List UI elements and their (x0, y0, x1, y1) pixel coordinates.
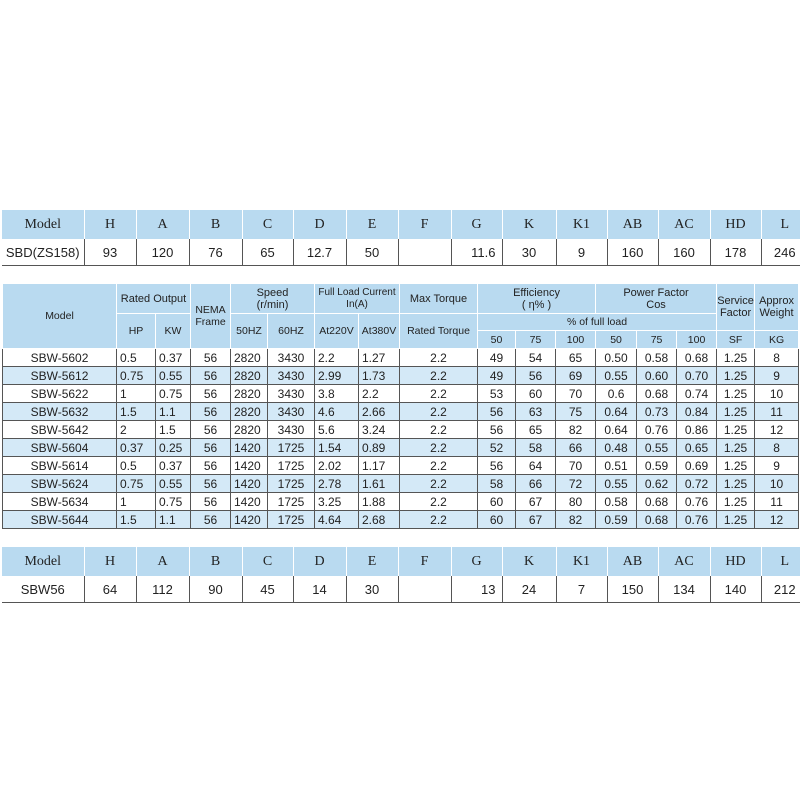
table-cell: 1.5 (156, 421, 191, 439)
table-cell: 178 (710, 239, 761, 266)
table-cell: 2820 (231, 349, 268, 367)
table-cell: 160 (658, 239, 710, 266)
table-cell: 0.68 (677, 349, 717, 367)
table-cell: 56 (478, 421, 516, 439)
header-cell: L (761, 547, 800, 576)
table-cell: 0.50 (596, 349, 637, 367)
model-cell: SBW-5644 (3, 511, 117, 529)
table-cell: 2.2 (359, 385, 400, 403)
table-row (3, 403, 799, 421)
spec-table-body (3, 349, 799, 529)
table-cell: 93 (84, 239, 136, 266)
table-cell: 0.37 (156, 457, 191, 475)
header-efficiency (478, 284, 596, 314)
table-cell: 150 (607, 576, 658, 603)
header-cell: B (189, 210, 242, 239)
header-flc-label: Full Load Current (318, 286, 396, 298)
header-model: Model (3, 284, 117, 349)
table-cell: 49 (478, 367, 516, 385)
table-row (3, 457, 799, 475)
header-at220v: At220V (315, 314, 359, 349)
table-cell: 90 (189, 576, 242, 603)
table-cell: 0.76 (677, 511, 717, 529)
table-cell: 2.2 (400, 439, 478, 457)
table-cell: 1.25 (717, 385, 755, 403)
table-cell: 56 (191, 403, 231, 421)
table-cell: 2820 (231, 421, 268, 439)
model-cell: SBW-5642 (3, 421, 117, 439)
header-full-load-current (315, 284, 400, 314)
table-cell: 9 (755, 367, 799, 385)
table-cell: 0.73 (637, 403, 677, 421)
table-row (3, 493, 799, 511)
table-cell: 80 (556, 493, 596, 511)
table-cell: 7 (556, 576, 607, 603)
table-cell: 30 (502, 239, 556, 266)
table-cell: 66 (556, 439, 596, 457)
table-cell: 56 (191, 511, 231, 529)
table-cell: 1.61 (359, 475, 400, 493)
header-pf-50: 50 (596, 331, 637, 349)
header-eff-75: 75 (516, 331, 556, 349)
table-cell: 4.64 (315, 511, 359, 529)
table-cell: 0.59 (637, 457, 677, 475)
table-cell: 1.73 (359, 367, 400, 385)
table-cell: 1.25 (717, 421, 755, 439)
table-cell: 45 (242, 576, 293, 603)
table-cell: 0.68 (637, 511, 677, 529)
table-cell: 70 (556, 457, 596, 475)
table-cell: 4.6 (315, 403, 359, 421)
header-60hz: 60HZ (268, 314, 315, 349)
table-cell: 0.51 (596, 457, 637, 475)
table-cell: 0.5 (117, 349, 156, 367)
table-row (3, 385, 799, 403)
table-cell: 2.2 (315, 349, 359, 367)
table-cell: 1.54 (315, 439, 359, 457)
header-cell: AC (658, 210, 710, 239)
table-cell: 8 (755, 349, 799, 367)
table-cell: 56 (191, 349, 231, 367)
table-cell: 1.25 (717, 349, 755, 367)
table-cell: 2.2 (400, 475, 478, 493)
header-speed-unit: (r/min) (256, 298, 289, 311)
table-cell: 10 (755, 475, 799, 493)
table-cell: 0.69 (677, 457, 717, 475)
table-row (3, 439, 799, 457)
table-cell: 1.88 (359, 493, 400, 511)
table-cell: 56 (191, 439, 231, 457)
table-cell: 3.8 (315, 385, 359, 403)
header-cell: K1 (556, 547, 607, 576)
table-cell: 10 (755, 385, 799, 403)
table-cell: 67 (516, 493, 556, 511)
header-cell: D (293, 210, 346, 239)
table-cell: 3.25 (315, 493, 359, 511)
table-cell: 64 (84, 576, 136, 603)
table-cell: 65 (556, 349, 596, 367)
header-cell: H (84, 210, 136, 239)
table-cell: 65 (242, 239, 293, 266)
header-cell: H (84, 547, 136, 576)
header-rated-output: Rated Output (117, 284, 191, 314)
header-cell: E (346, 547, 398, 576)
table-cell: 0.76 (677, 493, 717, 511)
table-cell: 56 (516, 367, 556, 385)
table-cell: 1420 (231, 493, 268, 511)
table-cell: 2.2 (400, 493, 478, 511)
table-cell: 2.99 (315, 367, 359, 385)
header-cell: D (293, 547, 346, 576)
header-cell: HD (710, 547, 761, 576)
table-cell: 160 (607, 239, 658, 266)
header-cell: G (451, 547, 502, 576)
table-cell: 65 (516, 421, 556, 439)
table-cell: 2.2 (400, 385, 478, 403)
header-cell: B (189, 547, 242, 576)
header-efficiency-unit: ( η% ) (521, 298, 552, 311)
table-cell: 0.70 (677, 367, 717, 385)
dimension-table-sbw56 (2, 547, 800, 603)
table-cell: 0.75 (156, 493, 191, 511)
table-cell: 1420 (231, 475, 268, 493)
table-cell: 0.64 (596, 421, 637, 439)
table-cell: 12 (755, 511, 799, 529)
table-cell: 3430 (268, 421, 315, 439)
table-cell: 0.55 (156, 367, 191, 385)
header-cell: G (451, 210, 502, 239)
table-cell: 56 (191, 421, 231, 439)
table-cell: 1.5 (117, 511, 156, 529)
table-cell: 0.55 (596, 475, 637, 493)
table-cell: 1.1 (156, 403, 191, 421)
table-cell: 66 (516, 475, 556, 493)
table-cell: 1420 (231, 439, 268, 457)
dimension-header-row (2, 210, 800, 239)
table-cell: 49 (478, 349, 516, 367)
table-cell: 75 (556, 403, 596, 421)
motor-spec-table (2, 283, 799, 529)
header-cell: Model (2, 547, 84, 576)
header-kw: KW (156, 314, 191, 349)
dimension-table-sbd (2, 210, 800, 266)
table-cell: 60 (478, 511, 516, 529)
header-cell: HD (710, 210, 761, 239)
table-cell: 2.78 (315, 475, 359, 493)
table-cell: 1420 (231, 511, 268, 529)
table-cell: 11.6 (451, 239, 502, 266)
table-cell (398, 576, 451, 603)
table-cell: 0.58 (596, 493, 637, 511)
table-cell: 2.2 (400, 349, 478, 367)
header-cell: C (242, 210, 293, 239)
table-cell: 56 (191, 493, 231, 511)
table-cell: 82 (556, 421, 596, 439)
table-cell: 56 (191, 367, 231, 385)
table-cell: 112 (136, 576, 189, 603)
table-cell: 0.55 (156, 475, 191, 493)
header-kg: KG (755, 331, 799, 349)
table-cell: 0.58 (637, 349, 677, 367)
header-cell: AC (658, 547, 710, 576)
table-cell: 3430 (268, 403, 315, 421)
header-rated-torque: Rated Torque (400, 314, 478, 349)
header-cell: A (136, 547, 189, 576)
table-cell: 82 (556, 511, 596, 529)
table-cell: 56 (191, 385, 231, 403)
table-cell: 0.37 (156, 349, 191, 367)
table-row (3, 367, 799, 385)
header-max-torque: Max Torque (400, 284, 478, 314)
model-cell: SBW-5612 (3, 367, 117, 385)
header-cell: F (398, 210, 451, 239)
table-cell: 212 (761, 576, 800, 603)
table-cell: 0.68 (637, 493, 677, 511)
table-cell: 1.25 (717, 511, 755, 529)
table-cell: 58 (478, 475, 516, 493)
table-cell: 0.60 (637, 367, 677, 385)
header-efficiency-label: Efficiency (513, 286, 560, 299)
table-cell: 1.25 (717, 439, 755, 457)
header-cell: C (242, 547, 293, 576)
table-cell: 0.68 (637, 385, 677, 403)
header-power-factor (596, 284, 717, 314)
table-cell: 1725 (268, 439, 315, 457)
table-cell: 2820 (231, 385, 268, 403)
header-cell: K (502, 210, 556, 239)
table-cell (398, 239, 451, 266)
table-cell: 24 (502, 576, 556, 603)
table-cell: 64 (516, 457, 556, 475)
header-speed-label: Speed (256, 286, 289, 299)
table-cell: 1.1 (156, 511, 191, 529)
table-cell: 1725 (268, 493, 315, 511)
table-cell: 63 (516, 403, 556, 421)
header-nema-frame (191, 284, 231, 349)
header-hp: HP (117, 314, 156, 349)
table-cell: 0.6 (596, 385, 637, 403)
table-cell: 0.86 (677, 421, 717, 439)
header-eff-100: 100 (556, 331, 596, 349)
header-pf-unit: Cos (646, 298, 666, 311)
table-cell: 0.84 (677, 403, 717, 421)
table-cell: 0.25 (156, 439, 191, 457)
table-cell: 58 (516, 439, 556, 457)
table-cell: 13 (451, 576, 502, 603)
model-cell: SBW-5604 (3, 439, 117, 457)
table-cell: 1.27 (359, 349, 400, 367)
table-cell: 56 (478, 457, 516, 475)
header-cell: E (346, 210, 398, 239)
table-cell: 0.55 (637, 439, 677, 457)
header-service-factor (717, 284, 755, 331)
table-cell: 0.64 (596, 403, 637, 421)
spec-header-row-2 (3, 314, 799, 331)
table-cell: 1725 (268, 511, 315, 529)
model-cell: SBW-5622 (3, 385, 117, 403)
header-eff-50: 50 (478, 331, 516, 349)
model-cell: SBW-5632 (3, 403, 117, 421)
header-cell: L (761, 210, 800, 239)
header-cell: A (136, 210, 189, 239)
table-cell: 0.37 (117, 439, 156, 457)
table-cell: 140 (710, 576, 761, 603)
table-cell: 2.2 (400, 367, 478, 385)
model-cell: SBW-5602 (3, 349, 117, 367)
table-cell: 0.5 (117, 457, 156, 475)
table-cell: 1 (117, 493, 156, 511)
table-cell: 60 (478, 493, 516, 511)
table-cell: 2.02 (315, 457, 359, 475)
table-row (3, 511, 799, 529)
table-cell: 1.25 (717, 403, 755, 421)
table-cell: 2.2 (400, 457, 478, 475)
table-cell: 8 (755, 439, 799, 457)
model-cell: SBW-5614 (3, 457, 117, 475)
table-cell: 1.25 (717, 493, 755, 511)
table-cell: 120 (136, 239, 189, 266)
table-cell: 0.55 (596, 367, 637, 385)
header-pct-full-load: % of full load (478, 314, 717, 331)
table-cell: 1.25 (717, 457, 755, 475)
table-cell: 3.24 (359, 421, 400, 439)
header-weight-label: Approx Weight (759, 295, 794, 319)
table-cell: 0.75 (117, 367, 156, 385)
table-cell: 0.75 (156, 385, 191, 403)
table-cell: 56 (478, 403, 516, 421)
table-cell: 0.76 (637, 421, 677, 439)
table-cell: 2820 (231, 403, 268, 421)
table-cell: 0.75 (117, 475, 156, 493)
table-cell: 50 (346, 239, 398, 266)
header-sf-label: Service Factor (717, 295, 754, 319)
table-cell: SBW56 (2, 576, 84, 603)
table-cell: 0.72 (677, 475, 717, 493)
table-cell: 5.6 (315, 421, 359, 439)
table-cell: 2.68 (359, 511, 400, 529)
table-cell: 2.66 (359, 403, 400, 421)
table-cell: 11 (755, 493, 799, 511)
table-cell: 2 (117, 421, 156, 439)
table-cell: 67 (516, 511, 556, 529)
table-cell: 11 (755, 403, 799, 421)
table-cell: 54 (516, 349, 556, 367)
table-cell: 1.25 (717, 475, 755, 493)
table-cell: 0.65 (677, 439, 717, 457)
table-cell: 3430 (268, 349, 315, 367)
table-cell: 3430 (268, 367, 315, 385)
table-cell: 0.48 (596, 439, 637, 457)
table-cell: 0.74 (677, 385, 717, 403)
table-cell: 52 (478, 439, 516, 457)
header-flc-unit: In(A) (346, 298, 368, 310)
table-cell: 30 (346, 576, 398, 603)
table-cell: 2.2 (400, 511, 478, 529)
table-cell: 0.89 (359, 439, 400, 457)
header-cell: AB (607, 210, 658, 239)
header-pf-100: 100 (677, 331, 717, 349)
table-row (2, 239, 800, 266)
header-speed (231, 284, 315, 314)
table-cell: 56 (191, 475, 231, 493)
table-cell: 72 (556, 475, 596, 493)
table-cell: 1.25 (717, 367, 755, 385)
table-cell: 60 (516, 385, 556, 403)
header-pf-label: Power Factor (623, 286, 689, 299)
header-nema-label: NEMA Frame (195, 304, 226, 328)
table-row (3, 475, 799, 493)
table-cell: 3430 (268, 385, 315, 403)
model-cell: SBW-5624 (3, 475, 117, 493)
model-cell: SBW-5634 (3, 493, 117, 511)
header-cell: K (502, 547, 556, 576)
table-cell: SBD(ZS158) (2, 239, 84, 266)
table-row (3, 421, 799, 439)
table-cell: 12.7 (293, 239, 346, 266)
table-cell: 0.62 (637, 475, 677, 493)
table-row (2, 576, 800, 603)
header-approx-weight (755, 284, 799, 331)
header-cell: Model (2, 210, 84, 239)
dimension-header-row (2, 547, 800, 576)
table-cell: 1.17 (359, 457, 400, 475)
table-cell: 53 (478, 385, 516, 403)
table-cell: 12 (755, 421, 799, 439)
table-cell: 134 (658, 576, 710, 603)
header-pf-75: 75 (637, 331, 677, 349)
table-cell: 2.2 (400, 421, 478, 439)
table-cell: 1.5 (117, 403, 156, 421)
table-cell: 1 (117, 385, 156, 403)
table-row (3, 349, 799, 367)
table-cell: 69 (556, 367, 596, 385)
header-cell: F (398, 547, 451, 576)
table-cell: 2.2 (400, 403, 478, 421)
header-50hz: 50HZ (231, 314, 268, 349)
table-cell: 1420 (231, 457, 268, 475)
table-cell: 9 (755, 457, 799, 475)
table-cell: 1725 (268, 457, 315, 475)
table-cell: 76 (189, 239, 242, 266)
table-cell: 0.59 (596, 511, 637, 529)
table-cell: 56 (191, 457, 231, 475)
header-sf: SF (717, 331, 755, 349)
table-cell: 70 (556, 385, 596, 403)
table-cell: 1725 (268, 475, 315, 493)
spec-header-row-1 (3, 284, 799, 314)
header-cell: AB (607, 547, 658, 576)
table-cell: 246 (761, 239, 800, 266)
table-cell: 9 (556, 239, 607, 266)
header-at380v: At380V (359, 314, 400, 349)
table-cell: 2820 (231, 367, 268, 385)
table-cell: 14 (293, 576, 346, 603)
header-cell: K1 (556, 210, 607, 239)
